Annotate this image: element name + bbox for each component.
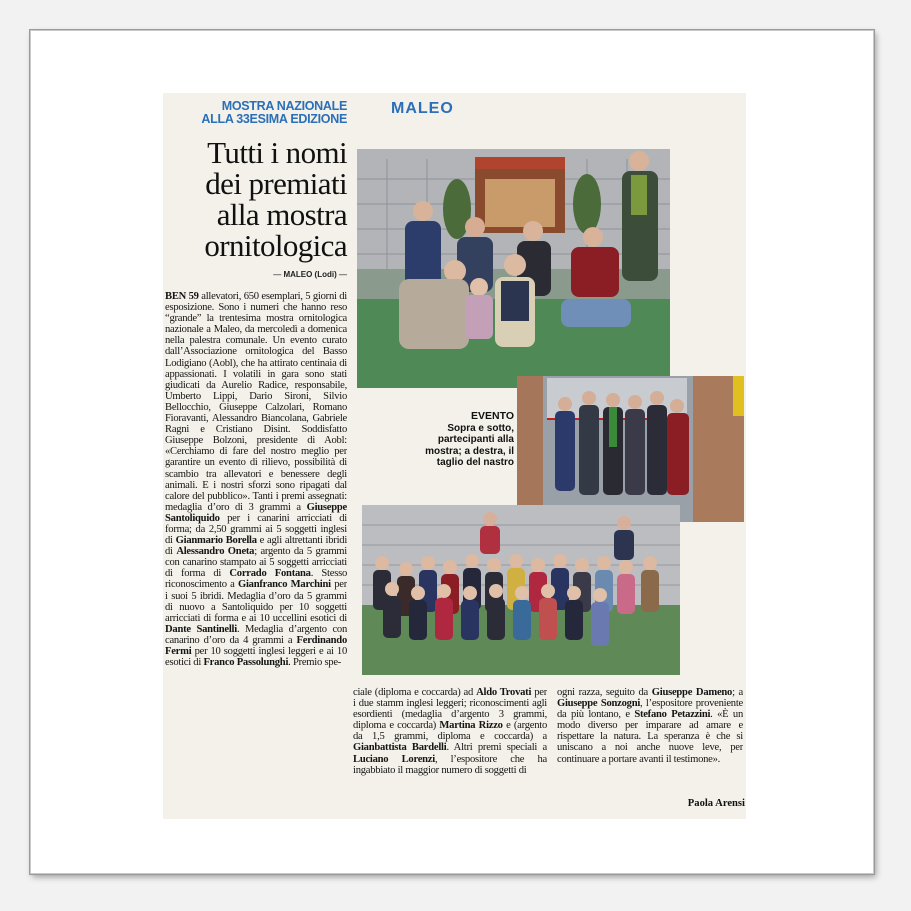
photo-group-adults-image — [357, 149, 670, 388]
kicker-line-1: MOSTRA NAZIONALE — [221, 99, 347, 113]
body-text: ; a — [732, 687, 743, 698]
winner-name: Corrado Fontana — [229, 568, 311, 580]
caption-text: Sopra e sotto, partecipanti alla mostra; a destra, il taglio del nastro — [425, 422, 514, 468]
winner-name: Ferdinando Fermi — [165, 634, 347, 657]
headline-line-3: alla mostra — [216, 197, 347, 232]
winner-name: Aldo Trovati — [476, 687, 532, 698]
newspaper-clipping — [163, 93, 746, 819]
photo-group-adults — [357, 149, 670, 388]
section-tag: MALEO — [391, 100, 454, 117]
winner-name: Gianmario Borella — [175, 535, 257, 547]
photo-children-group-image — [362, 505, 680, 675]
headline-line-2: dei premiati — [205, 166, 347, 201]
body-text: ciale (diploma e coccarda) ad — [353, 687, 477, 698]
kicker-line-2: ALLA 33ESIMA EDIZIONE — [201, 112, 347, 126]
body-text: allevatori, 650 esemplari, 5 giorni di esposizione. Sono i numeri che hanno reso “grande” la trentesima mostra ornitologica nazionale a Maleo, da mercoledì a domenica nella palestra comunale. Un evento curato dall’Associazione ornitologica del Basso Lodigiano (Aobl), che ha attirato centinaia di appassionati. I volatili in gara sono stati giudicati da Aurelio Radice, responsabile, Umberto Lippi, Dario Sironi, Silvio Bellocchio, Giuseppe Calzolari, Romano Fioravanti, Alessandro Biancolana, Gabriele Ragni e Cristiano Disint. Soddisfatto Giuseppe Bolzoni, presidente di Aobl: «Cerchiamo di fare del nostro meglio per garantire un evento di rilievo, possibilità di scambio tra allevatori e benessere degli animali. E i nostri sforzi sono ripagati dal calore del pubblico». Tanti i premi assegnati: medaglia d’oro di 3 grammi a — [165, 291, 347, 513]
winner-name: Alessandro Oneta — [176, 546, 255, 558]
winner-name: Luciano Lorenzi — [353, 753, 435, 765]
body-text: per 10 soggetti inglesi leggeri e ai 10 esotici di — [165, 646, 347, 669]
body-text: . Medaglia d’argento con canarino d’oro da 4 grammi a — [165, 623, 347, 646]
body-text: ogni razza, seguito da — [557, 687, 652, 698]
photo-ribbon-cutting-image — [517, 376, 744, 522]
body-text: , l’espositore proveniente da più lontano, e — [557, 698, 743, 721]
body-text: e agli altrettanti ibridi di — [165, 535, 347, 558]
winner-name: Gianfranco Marchini — [238, 579, 331, 591]
winner-name: Martina Rizzo — [439, 720, 503, 732]
caption-title: EVENTO — [471, 410, 514, 422]
winner-name: Giuseppe Santoliquido — [165, 501, 347, 524]
article-body-column-1 — [165, 291, 347, 811]
body-text: . «È un modo diverso per imparare ad amare e rispettare la natura. La speranza è che si uniscano a noi anche nuove leve, per continuare a portare avanti il testimone». — [557, 709, 743, 765]
body-text: . Stesso riconoscimento a — [165, 568, 347, 591]
winner-name: Stefano Petazzini — [634, 709, 711, 721]
body-text: , l’espositore che ha ingabbiato il maggior numero di soggetti di — [353, 753, 547, 776]
article-body-column-3 — [557, 687, 743, 813]
photo-ribbon-cutting — [517, 376, 744, 522]
kicker — [169, 100, 347, 126]
winner-name: Giuseppe Dameno — [651, 687, 733, 698]
headline-line-4: ornitologica — [204, 228, 347, 263]
winner-name: Gianbattista Bardelli — [353, 742, 447, 754]
lead-in: BEN 59 — [165, 291, 199, 302]
body-text: . Premio spe- — [288, 657, 342, 669]
photo-children-group — [362, 505, 680, 675]
author-signature: Paola Arensi — [687, 798, 745, 809]
body-text: e (argento da 1,5 grammi, diploma e coccarda) a — [353, 720, 547, 743]
headline-line-1: Tutti i nomi — [207, 135, 347, 170]
body-text: per i suoi 5 ibridi. Medaglia d’oro da 5 grammi di nuovo a Santoliquido per 10 soggetti arricciati di forma e ai 10 uccellini esotici di — [165, 579, 347, 624]
headline — [165, 137, 347, 261]
body-text: ; argento da 5 grammi con canarino stampato ai 5 soggetti arricciati di forma di — [165, 546, 347, 580]
body-text: per i due stamm inglesi leggeri; riconoscimenti agli esordienti (medaglia d’argento 3 grammi, diploma e coccarda) — [353, 687, 547, 732]
photo-caption — [406, 411, 514, 469]
winner-name: Dante Santinelli — [165, 623, 237, 635]
body-text: per i canarini arricciati di forma; da 2,50 grammi ai 5 soggetti inglesi di — [165, 512, 347, 547]
dateline-text: MALEO (Lodi) — [283, 270, 337, 279]
dateline: — MALEO (Lodi) — — [273, 270, 347, 279]
body-text: . Altri premi speciali a — [446, 742, 547, 754]
winner-name: Franco Passolunghi — [203, 657, 289, 669]
winner-name: Giuseppe Sonzogni — [557, 698, 641, 710]
article-body-column-2 — [353, 687, 547, 813]
